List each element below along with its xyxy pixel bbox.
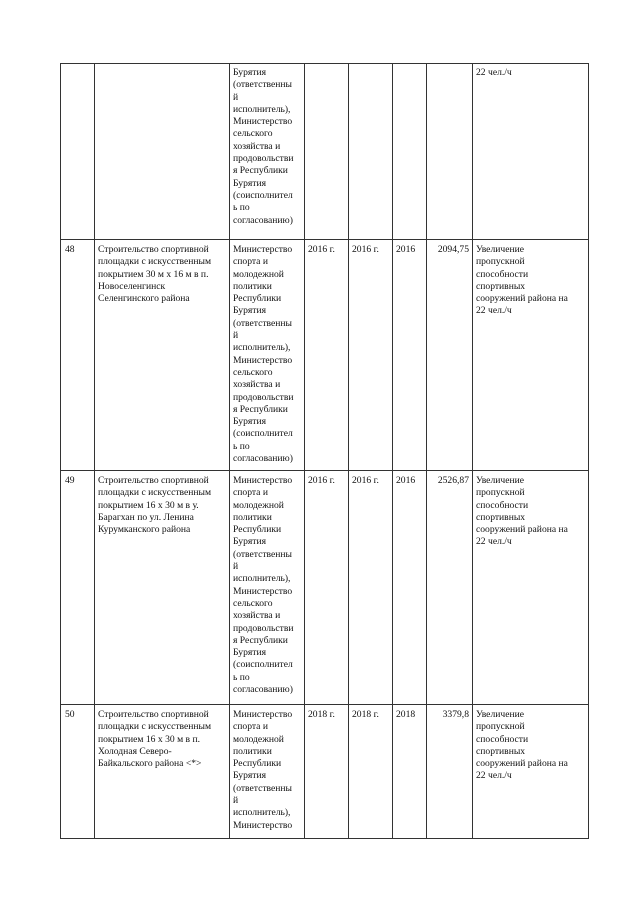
table-row-continuation xyxy=(61,64,589,240)
year-cell xyxy=(393,64,427,240)
table-row xyxy=(61,705,589,839)
amount-cell: 2094,75 xyxy=(427,240,473,471)
start-cell: 2018 г. xyxy=(305,705,349,839)
amount-cell xyxy=(427,64,473,240)
end-cell xyxy=(349,64,393,240)
name-cell: Строительство спортивной площадки с искусственным покрытием 30 м x 16 м в п. Новоселенгинск Селенгинского района xyxy=(95,240,230,471)
end-cell: 2016 г. xyxy=(349,240,393,471)
amount-cell: 2526,87 xyxy=(427,471,473,705)
effect-cell: Увеличение пропускной способности спортивных сооружений района на 22 чел./ч xyxy=(473,471,589,705)
table-row xyxy=(61,240,589,471)
effect-cell: Увеличение пропускной способности спортивных сооружений района на 22 чел./ч xyxy=(473,705,589,839)
executor-cell: Министерство спорта и молодежной политики Республики Бурятия (ответственны й исполнитель), Министерство xyxy=(230,705,305,839)
start-cell: 2016 г. xyxy=(305,240,349,471)
measures-table xyxy=(60,63,589,839)
executor-cell: Министерство спорта и молодежной политики Республики Бурятия (ответственны й исполнитель), Министерство сельского хозяйства и продовольстви я Республики Бурятия (соисполнител ь по согласованию) xyxy=(230,471,305,705)
start-cell: 2016 г. xyxy=(305,471,349,705)
amount-cell: 3379,8 xyxy=(427,705,473,839)
num-cell xyxy=(61,64,95,240)
name-cell xyxy=(95,64,230,240)
effect-cell: 22 чел./ч xyxy=(473,64,589,240)
num-cell: 48 xyxy=(61,240,95,471)
num-cell: 49 xyxy=(61,471,95,705)
year-cell: 2018 xyxy=(393,705,427,839)
start-cell xyxy=(305,64,349,240)
executor-cell: Министерство спорта и молодежной политики Республики Бурятия (ответственны й исполнитель), Министерство сельского хозяйства и продовольстви я Республики Бурятия (соисполнител ь по согласованию) xyxy=(230,240,305,471)
name-cell: Строительство спортивной площадки с искусственным покрытием 16 x 30 м в п. Холодная Северо-Байкальского района <*> xyxy=(95,705,230,839)
name-cell: Строительство спортивной площадки с искусственным покрытием 16 x 30 м в у. Барагхан по ул. Ленина Курумканского района xyxy=(95,471,230,705)
num-cell: 50 xyxy=(61,705,95,839)
year-cell: 2016 xyxy=(393,240,427,471)
year-cell: 2016 xyxy=(393,471,427,705)
table-row xyxy=(61,471,589,705)
end-cell: 2016 г. xyxy=(349,471,393,705)
end-cell: 2018 г. xyxy=(349,705,393,839)
executor-cell: Бурятия (ответственны й исполнитель), Министерство сельского хозяйства и продовольстви я Республики Бурятия (соисполнител ь по согласованию) xyxy=(230,64,305,240)
effect-cell: Увеличение пропускной способности спортивных сооружений района на 22 чел./ч xyxy=(473,240,589,471)
